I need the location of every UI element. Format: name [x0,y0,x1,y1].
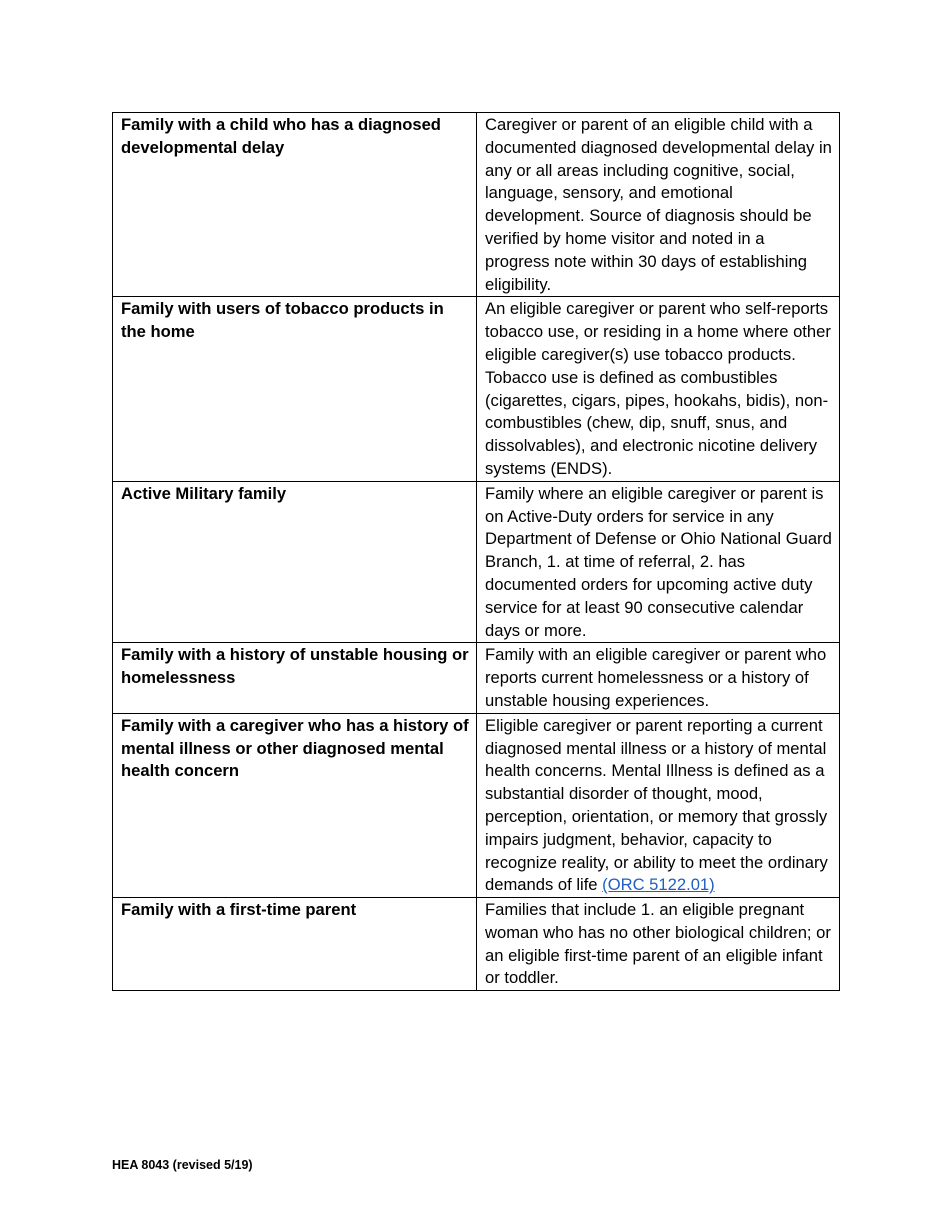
criteria-term: Family with users of tobacco products in the home [113,297,477,481]
criteria-definition-cell [477,713,840,897]
orc-reference-link[interactable]: (ORC 5122.01) [602,875,715,895]
criteria-definition: Caregiver or parent of an eligible child with a documented diagnosed developmental delay in any or all areas including cognitive, social, language, sensory, and emotional development. Source of diagnosis should be verified by home visitor and noted in a progress note within 30 days of establishing eligibility. [477,113,840,297]
table-row [113,113,840,297]
form-footer-id: HEA 8043 (revised 5/19) [112,1158,253,1172]
criteria-definition: Family with an eligible caregiver or parent who reports current homelessness or a history of unstable housing experiences. [477,643,840,713]
table-row [113,898,840,991]
criteria-definition: Family where an eligible caregiver or parent is on Active-Duty orders for service in any Department of Defense or Ohio National Guard Branch, 1. at time of referral, 2. has documented orders for upcoming active duty service for at least 90 consecutive calendar days or more. [477,481,840,643]
criteria-term: Family with a caregiver who has a history of mental illness or other diagnosed mental health concern [113,713,477,897]
criteria-term: Family with a child who has a diagnosed developmental delay [113,113,477,297]
table-row [113,481,840,643]
criteria-definition: Eligible caregiver or parent reporting a current diagnosed mental illness or a history of mental health concerns. Mental Illness is defined as a substantial disorder of thought, mood, perception, orientation, or memory that grossly impairs judgment, behavior, capacity to recognize reality, or ability to meet the ordinary demands of life [485,715,828,895]
criteria-definition: Families that include 1. an eligible pregnant woman who has no other biological children; or an eligible first-time parent of an eligible infant or toddler. [477,898,840,991]
criteria-term: Family with a history of unstable housing or homelessness [113,643,477,713]
eligibility-criteria-table [112,112,840,991]
criteria-term: Active Military family [113,481,477,643]
table-row [113,643,840,713]
criteria-definition: An eligible caregiver or parent who self-reports tobacco use, or residing in a home where other eligible caregiver(s) use tobacco products. Tobacco use is defined as combustibles (cigarettes, cigars, pipes, hookahs, bidis), non-combustibles (chew, dip, snuff, snus, and dissolvables), and electronic nicotine delivery systems (ENDS). [477,297,840,481]
table-row [113,713,840,897]
table-row [113,297,840,481]
criteria-term: Family with a first-time parent [113,898,477,991]
